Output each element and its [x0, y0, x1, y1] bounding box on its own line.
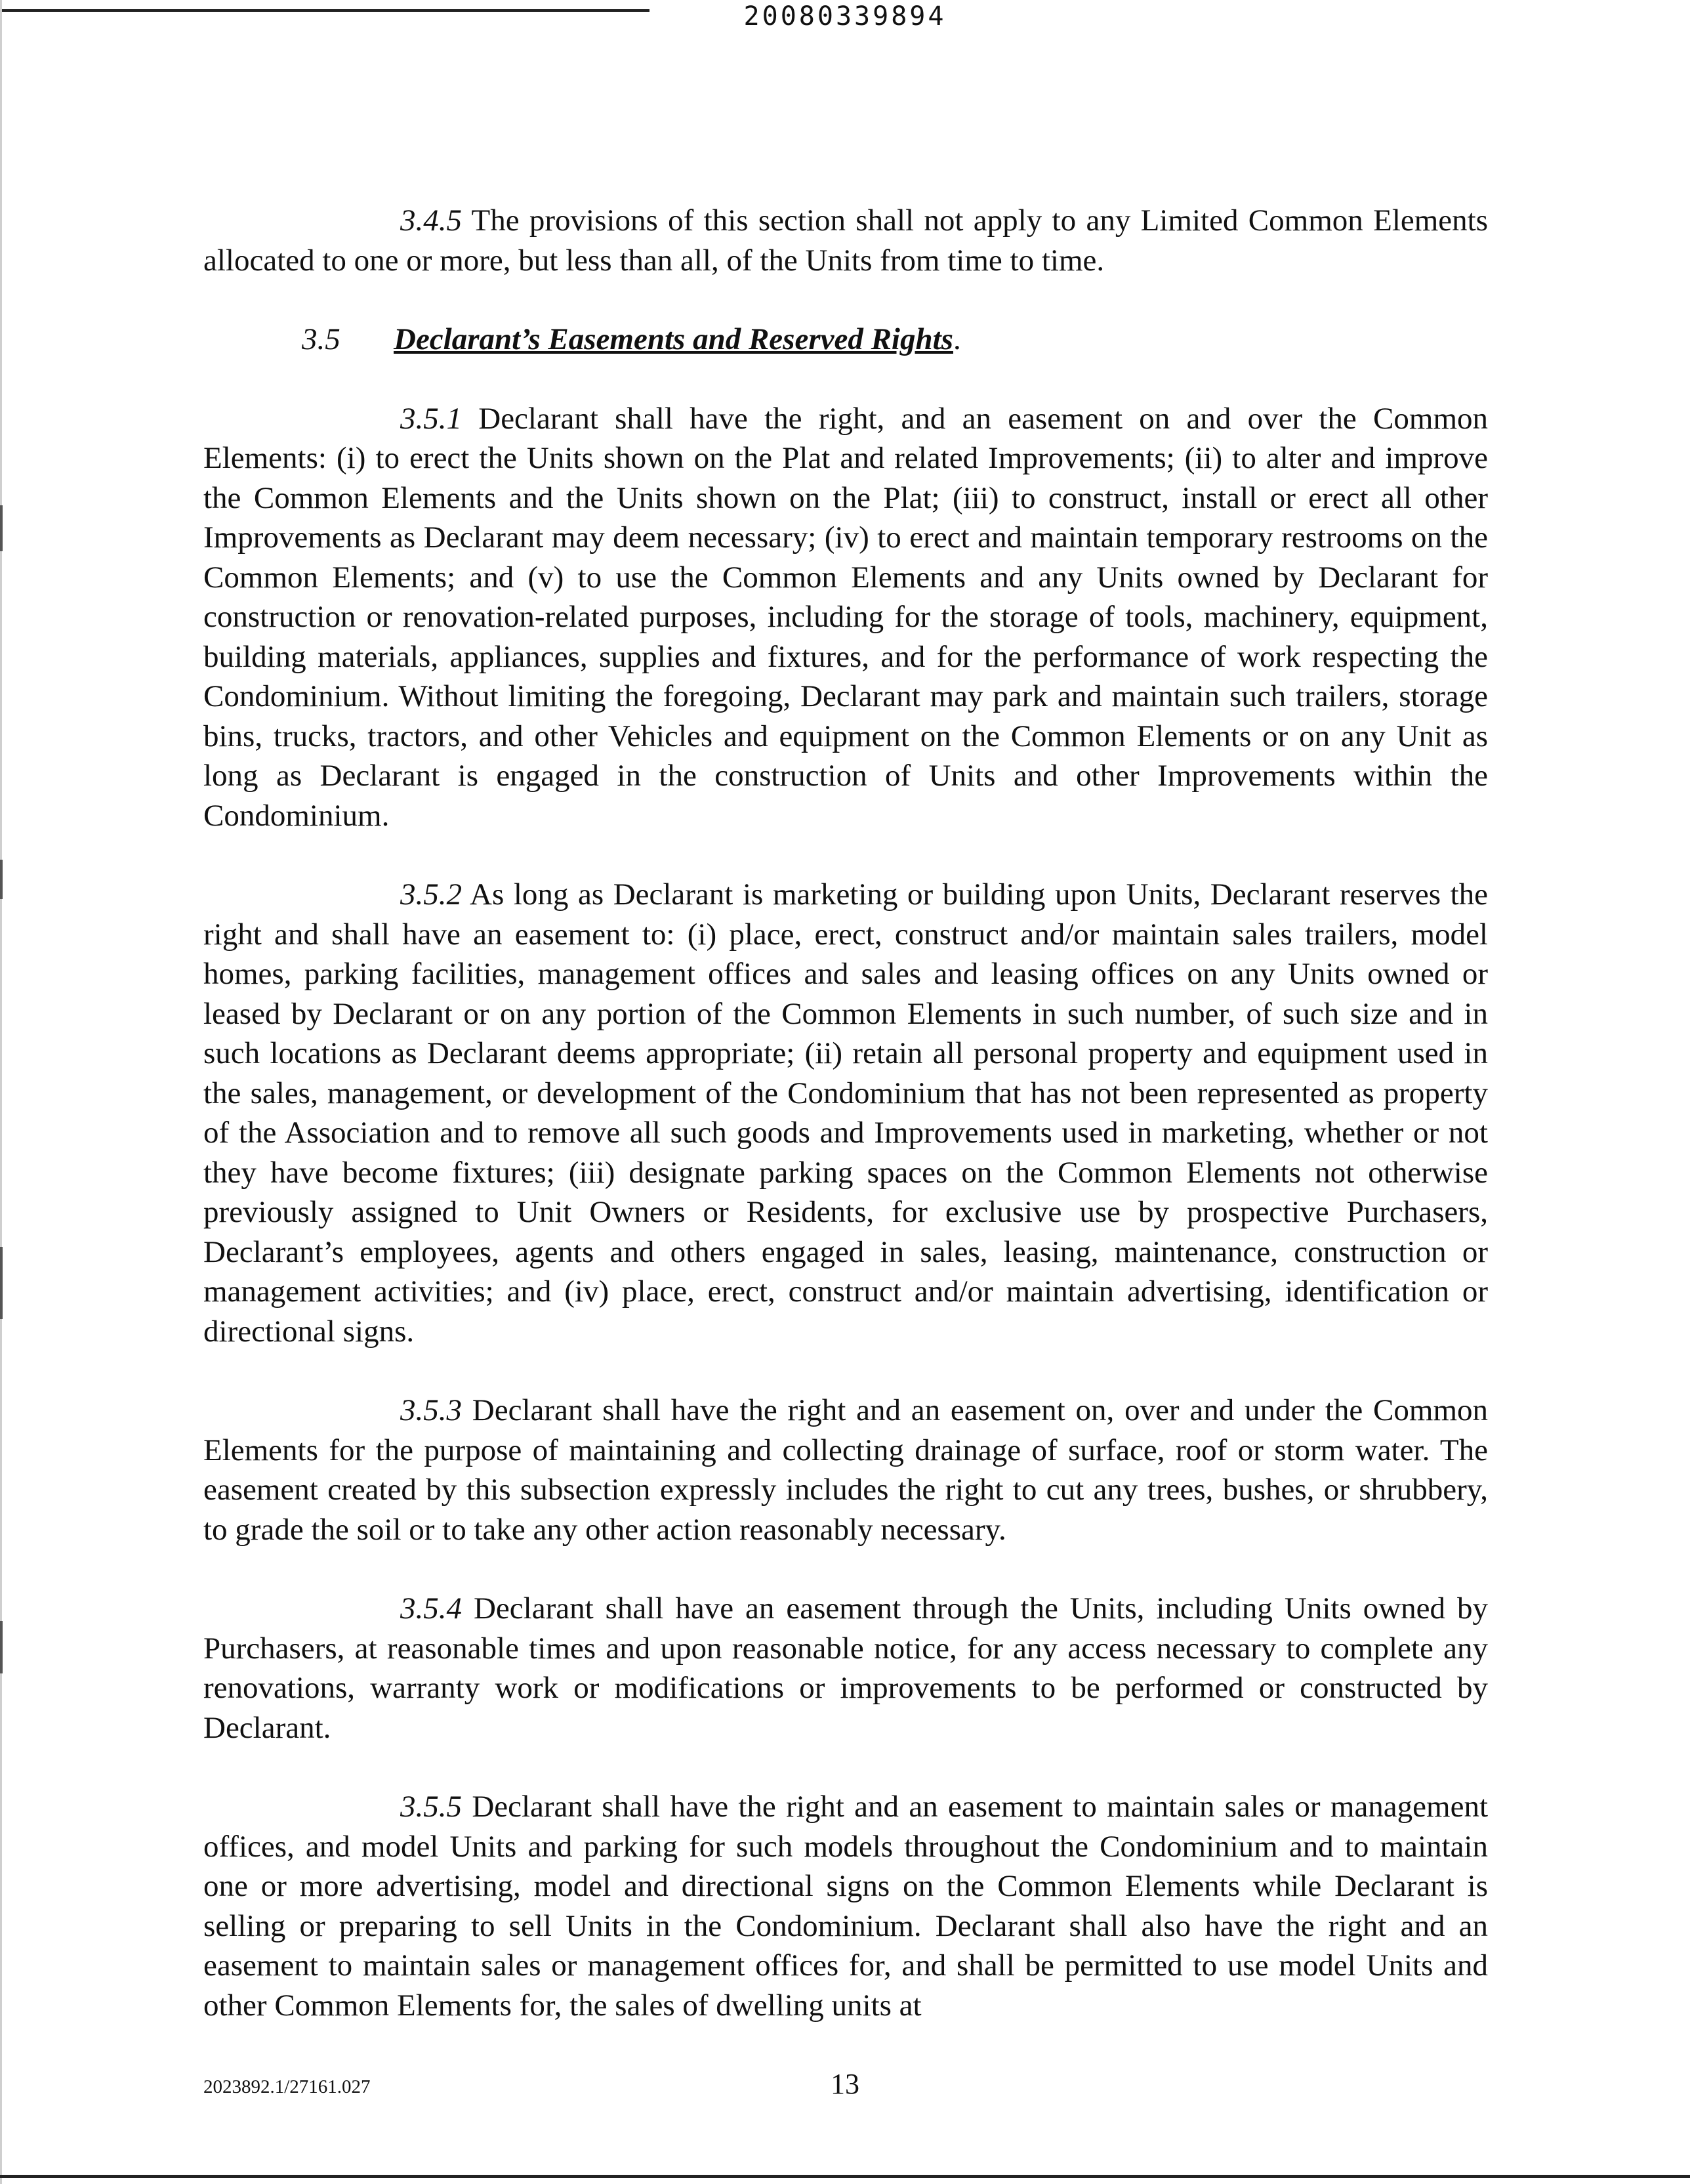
paragraph-number: 3.5.2: [400, 877, 462, 912]
section-title-period: .: [953, 322, 961, 356]
section-heading: [203, 320, 1488, 360]
scan-left-edge: [0, 0, 2, 2184]
paragraph-number: 3.4.5: [400, 203, 462, 238]
paragraph-3-5-2: [203, 875, 1488, 1351]
page-number: 13: [831, 2068, 859, 2100]
paragraph-3-4-5: [203, 201, 1488, 280]
paragraph-number: 3.5.3: [400, 1393, 462, 1427]
paragraph-3-5-5: [203, 1787, 1488, 2025]
scan-mark: [0, 1621, 3, 1673]
paragraph-3-5-1: [203, 399, 1488, 836]
paragraph-text: Declarant shall have an easement through the Units, including Units owned by Purchasers, at reasonable times and upon reasonable notice, for any access necessary to complete any renovations, warranty work or modifications or improvements to be performed or constructed by Declarant.: [203, 1591, 1488, 1745]
paragraph-number: 3.5.5: [400, 1790, 462, 1824]
paragraph-number: 3.5.1: [400, 401, 462, 436]
scan-mark: [0, 505, 3, 551]
paragraph-number: 3.5.4: [400, 1591, 462, 1626]
paragraph-3-5-4: [203, 1589, 1488, 1748]
document-body: [203, 201, 1488, 2025]
document-id: 2023892.1/27161.027: [203, 2076, 371, 2097]
paragraph-text: Declarant shall have the right and an easement on, over and under the Common Elements for the purpose of maintaining and collecting drainage of surface, roof or storm water. The easement created by this subsection expressly includes the right to cut any trees, bushes, or shrubbery, to grade the soil or to take any other action reasonably necessary.: [203, 1393, 1489, 1547]
paragraph-text: Declarant shall have the right and an easement to maintain sales or management offices, and model Units and parking for such models throughout the Condominium and to maintain one or more advertising, model and directional signs on the Common Elements while Declarant is selling or preparing to sell Units in the Condominium. Declarant shall also have the right and an easement to maintain sales or management offices for, and shall be permitted to use model Units and other Common Elements for, the sales of dwelling units at: [203, 1790, 1489, 2023]
recording-number: 20080339894: [743, 1, 947, 32]
paragraph-3-5-3: [203, 1391, 1488, 1549]
section-number: 3.5: [302, 322, 340, 356]
paragraph-text: Declarant shall have the right, and an easement on and over the Common Elements: (i) to erect the Units shown on the Plat and related Improvements; (ii) to alter and improve the Common Elements and the Units shown on the Plat; (iii) to construct, install or erect all other Improvements as Declarant may deem necessary; (iv) to erect and maintain temporary restrooms on the Common Elements; and (v) to use the Common Elements and any Units owned by Declarant for construction or renovation-related purposes, including for the storage of tools, machinery, equipment, building materials, appliances, supplies and fixtures, and for the performance of work respecting the Condominium. Without limiting the foregoing, Declarant may park and maintain such trailers, storage bins, trucks, tractors, and other Vehicles and equipment on the Common Elements or on any Unit as long as Declarant is engaged in the construction of Units and other Improvements within the Condominium.: [203, 401, 1488, 833]
section-title: Declarant’s Easements and Reserved Rights: [394, 322, 953, 356]
paragraph-text: As long as Declarant is marketing or building upon Units, Declarant reserves the right and shall have an easement to: (i) place, erect, construct and/or maintain sales trailers, model homes, parking facilities, management offices and sales and leasing offices on any Units owned or leased by Declarant or on any portion of the Common Elements in such number, of such size and in such locations as Declarant deems appropriate; (ii) retain all personal property and equipment used in the sales, management, or development of the Condominium that has not been represented as property of the Association and to remove all such goods and Improvements used in marketing, whether or not they have become fixtures; (iii) designate parking spaces on the Common Elements not otherwise previously assigned to Unit Owners or Residents, for exclusive use by prospective Purchasers, Declarant’s employees, agents and others engaged in sales, leasing, maintenance, construction or management activities; and (iv) place, erect, construct and/or maintain advertising, identification or directional signs.: [203, 877, 1488, 1349]
scan-mark: [0, 860, 3, 899]
paragraph-text: The provisions of this section shall not apply to any Limited Common Elements allocated to one or more, but less than all, of the Units from time to time.: [203, 203, 1488, 278]
bottom-rule: [0, 2175, 1690, 2178]
scan-mark: [0, 1247, 3, 1319]
